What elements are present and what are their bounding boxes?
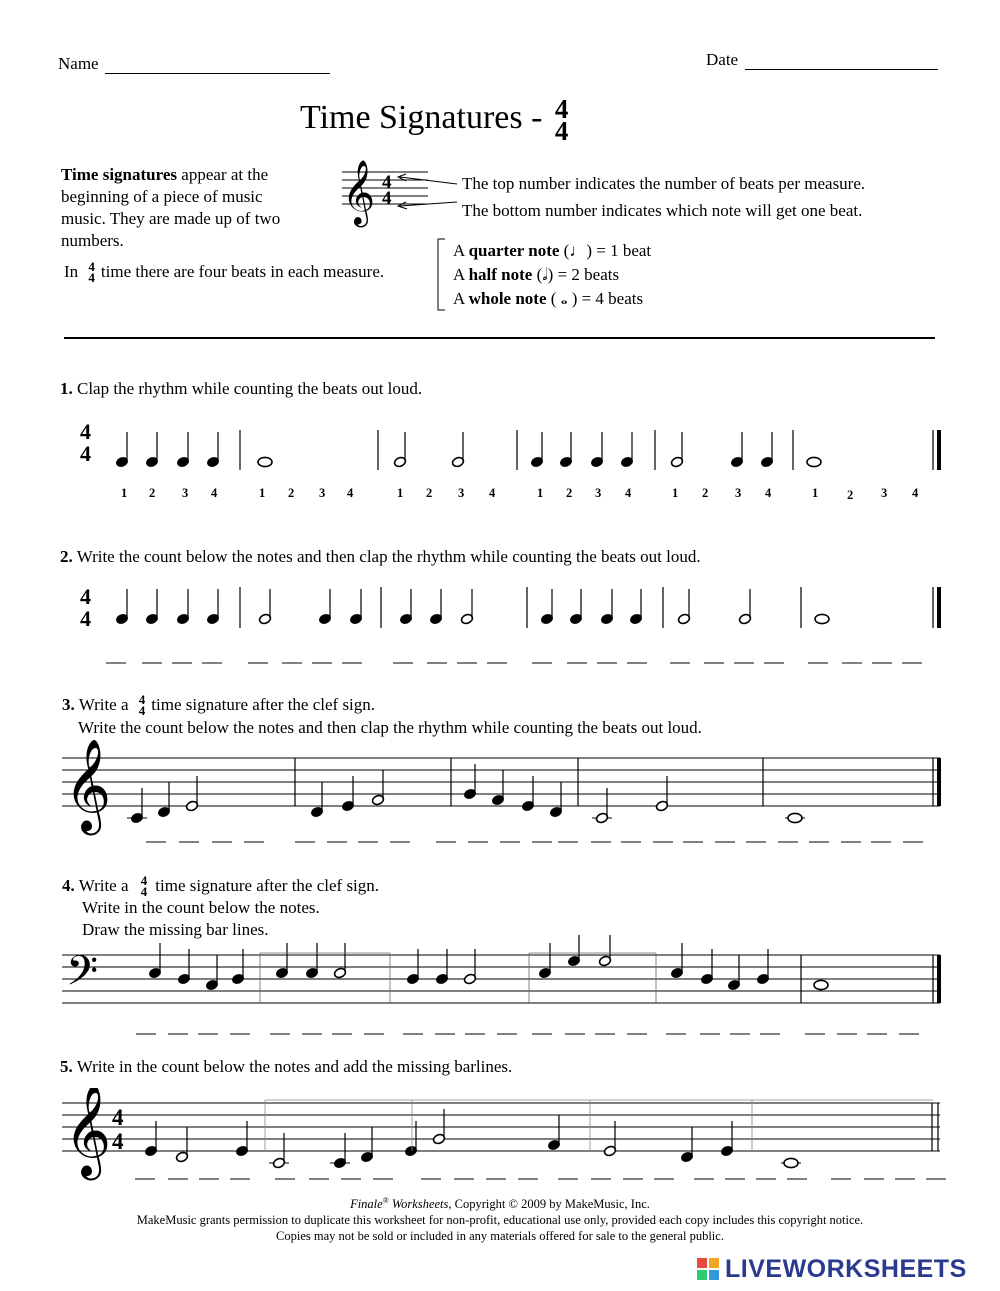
half-note-value: A half note (𝅗𝅥) = 2 beats: [453, 265, 620, 284]
svg-text:4: 4: [382, 172, 392, 193]
beat-count: 1: [812, 486, 819, 500]
time-signature-bottom: 4: [80, 606, 91, 631]
staff-exercise-4: [60, 935, 950, 1045]
time-signature-bottom: 4: [112, 1129, 124, 1154]
beat-count: 3: [735, 486, 742, 500]
rhythm-line-2: [60, 580, 950, 672]
final-bar-line: [937, 955, 941, 1003]
beat-count: 1: [259, 486, 266, 500]
in-four-four-text: In 4 4 time there are four beats in each measure.: [64, 259, 385, 286]
footer-restriction: Copies may not be sold or included in any materials offered for sale to the general public.: [276, 1229, 724, 1243]
beat-count: 4: [347, 486, 354, 500]
beat-count: 3: [881, 486, 888, 500]
bass-clef-icon: 𝄢: [66, 948, 99, 1004]
beat-count: 4: [211, 486, 218, 500]
beat-count: 2: [702, 486, 709, 500]
beat-count: 4: [765, 486, 772, 500]
time-signature-bottom: 4: [80, 441, 91, 466]
beat-count: 3: [595, 486, 602, 500]
exercise-4-line-3: Draw the missing bar lines.: [82, 920, 269, 939]
beat-count: 4: [625, 486, 632, 500]
liveworksheets-icon: [697, 1258, 721, 1282]
rhythm-line-1: [60, 415, 950, 510]
date-label: Date: [706, 50, 739, 69]
date-field-line[interactable]: [745, 69, 938, 70]
exercise-4-line-2: Write in the count below the notes.: [82, 898, 320, 917]
staff-exercise-3: [60, 738, 950, 853]
treble-clef-icon: 𝄞: [64, 1088, 112, 1175]
exercise-1-instruction: 1. Clap the rhythm while counting the beats out loud.: [60, 379, 423, 398]
exercise-3-instruction: 3. Write a 4 4 time signature after the clef sign.: [62, 692, 376, 719]
footer-copyright: Finale® Worksheets, Copyright © 2009 by MakeMusic, Inc.: [350, 1196, 650, 1212]
beat-count: 2: [426, 486, 433, 500]
name-field-line[interactable]: [105, 73, 330, 74]
beat-count: 4: [489, 486, 496, 500]
time-signature-top: 4: [80, 419, 91, 444]
treble-clef-icon: 𝄞: [342, 162, 376, 224]
staff-exercise-5: [60, 1088, 950, 1193]
final-bar-line: [937, 430, 941, 470]
beat-count: 2: [847, 488, 854, 502]
quarter-note-value: A quarter note (♩) = 1 beat: [453, 241, 652, 260]
exercise-3-line-2: Write the count below the notes and then clap the rhythm while counting the beats out loud.: [78, 718, 702, 737]
top-number-text: The top number indicates the number of beats per measure.: [462, 174, 866, 193]
half-note-icon: 𝅗𝅥: [542, 265, 548, 284]
svg-text:4: 4: [382, 188, 392, 209]
bottom-number-text: The bottom number indicates which note will get one beat.: [462, 201, 863, 220]
final-bar-line: [937, 758, 941, 806]
whole-note-value: A whole note ( 𝅝 ) = 4 beats: [453, 289, 644, 308]
beat-count: 3: [182, 486, 189, 500]
liveworksheets-logo[interactable]: [697, 1255, 967, 1284]
beat-count: 2: [149, 486, 156, 500]
footer-permission: MakeMusic grants permission to duplicate this worksheet for non-profit, educational use only, provided each copy includes this copyright notice.: [136, 1213, 864, 1227]
time-signature-top: 4: [112, 1105, 124, 1130]
title-time-signature: 4 4: [554, 94, 569, 147]
beat-count: 2: [566, 486, 573, 500]
name-label: Name: [58, 54, 99, 73]
beat-count: 1: [537, 486, 544, 500]
final-bar-line: [937, 587, 941, 628]
beat-count: 4: [912, 486, 919, 500]
treble-clef-icon: 𝄞: [64, 742, 112, 830]
intro-staff-graphic: [330, 155, 470, 235]
beat-count: 3: [319, 486, 326, 500]
beat-count: 1: [397, 486, 404, 500]
beat-count: 1: [672, 486, 679, 500]
quarter-note-icon: ♩: [569, 241, 587, 260]
title-text: Time Signatures -: [300, 98, 543, 136]
exercise-5-instruction: 5. Write in the count below the notes and add the missing barlines.: [60, 1057, 513, 1076]
beat-count: 2: [288, 486, 295, 500]
beat-count: 1: [121, 486, 128, 500]
page-title: [300, 94, 569, 147]
note-values-bracket: [436, 238, 446, 312]
exercise-2-instruction: 2. Write the count below the notes and then clap the rhythm while counting the beats out loud.: [60, 547, 701, 566]
liveworksheets-wordmark: LIVEWORKSHEETS: [725, 1255, 967, 1283]
exercise-4-instruction: 4. Write a 4 4 time signature after the clef sign.: [62, 873, 380, 900]
whole-note-icon: 𝅝: [560, 289, 568, 308]
beat-count: 3: [458, 486, 465, 500]
intro-paragraph: Time signatures appear at the beginning of a piece of music music. They are made up of two numbers.: [61, 165, 281, 250]
section-divider: [64, 337, 935, 339]
time-signature-top: 4: [80, 584, 91, 609]
